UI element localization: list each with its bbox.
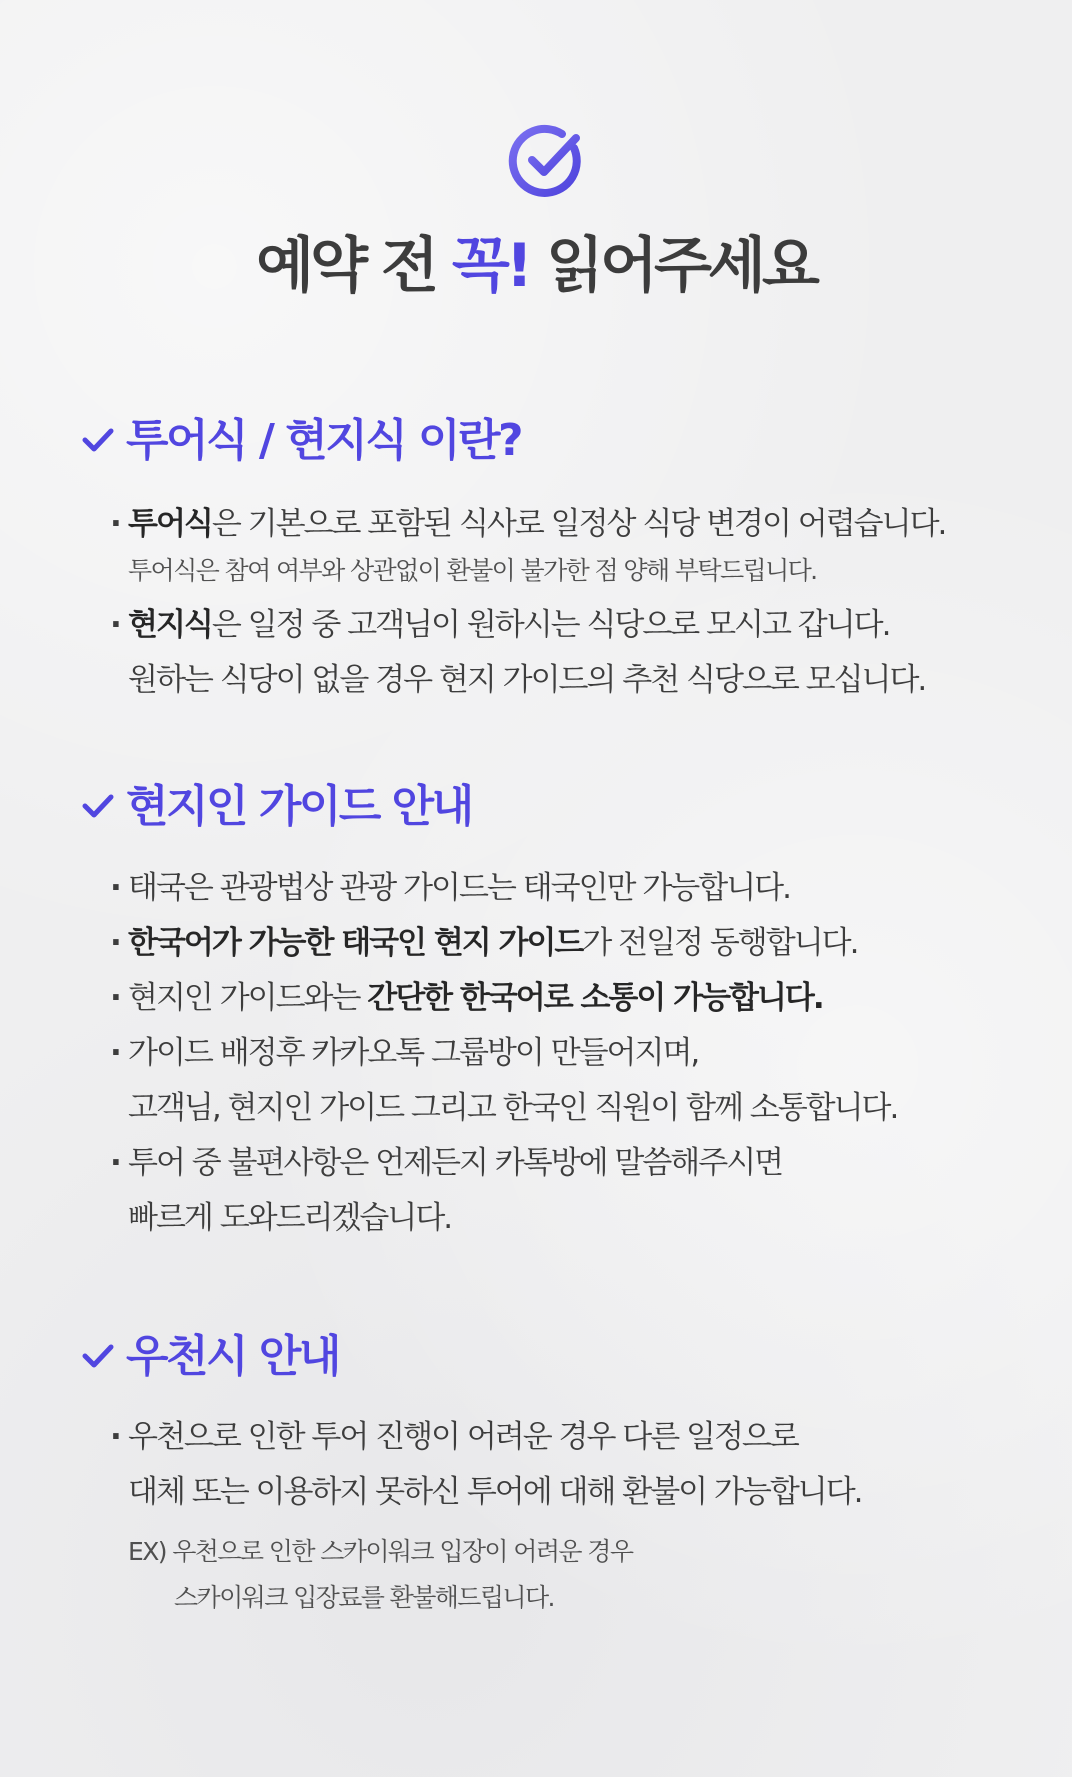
- section-title: 투어식 / 현지식 이란?: [126, 415, 522, 466]
- check-icon: [82, 793, 114, 819]
- bullet-icon: ·: [110, 607, 120, 643]
- list-item-continued: 원하는 식당이 없을 경우 현지 가이드의 추천 식당으로 모십니다.: [128, 662, 926, 698]
- list-note: 투어식은 참여 여부와 상관없이 환불이 불가한 점 양해 부탁드립니다.: [128, 556, 817, 585]
- list-item-continued: 고객님, 현지인 가이드 그리고 한국인 직원이 함께 소통합니다.: [128, 1090, 898, 1126]
- check-icon: [82, 1343, 114, 1369]
- list-item: [110, 976, 823, 1020]
- title-part-2: 읽어주세요: [529, 231, 816, 301]
- item-bold: 간단한 한국어로 소통이 가능합니다.: [367, 980, 823, 1016]
- page-title: [0, 226, 1072, 306]
- item-text: 가 전일정 동행합니다.: [582, 925, 858, 961]
- list-item: [110, 603, 890, 647]
- section-title: 우천시 안내: [126, 1331, 339, 1382]
- check-icon: [82, 427, 114, 453]
- bullet-icon: ·: [110, 1419, 120, 1455]
- list-item: [110, 1031, 699, 1075]
- list-item: [110, 1141, 783, 1185]
- item-bold: 한국어가 가능한 태국인 현지 가이드: [128, 925, 583, 961]
- bullet-icon: ·: [110, 870, 120, 906]
- title-part-1: 예약 전: [256, 231, 452, 301]
- list-item: [110, 921, 858, 965]
- bullet-icon: ·: [110, 925, 120, 961]
- list-item: [110, 502, 946, 546]
- list-item: [110, 1415, 798, 1459]
- item-text: 현지인 가이드와는: [128, 980, 368, 1016]
- bullet-icon: ·: [110, 1145, 120, 1181]
- item-text: 우천으로 인한 투어 진행이 어려운 경우 다른 일정으로: [128, 1419, 798, 1455]
- bullet-icon: ·: [110, 506, 120, 542]
- item-text: 가이드 배정후 카카오톡 그룹방이 만들어지며,: [128, 1035, 699, 1071]
- item-bold: 현지식: [128, 607, 212, 643]
- list-note-continued: 스카이워크 입장료를 환불해드립니다.: [174, 1583, 554, 1612]
- bullet-icon: ·: [110, 1035, 120, 1071]
- item-text: 은 일정 중 고객님이 원하시는 식당으로 모시고 갑니다.: [211, 607, 890, 643]
- title-accent: 꼭!: [451, 231, 530, 301]
- item-bold: 투어식: [128, 506, 212, 542]
- item-text: 투어 중 불편사항은 언제든지 카톡방에 말씀해주시면: [128, 1145, 783, 1181]
- item-text: 태국은 관광법상 관광 가이드는 태국인만 가능합니다.: [128, 870, 790, 906]
- list-item: [110, 866, 790, 910]
- section-title: 현지인 가이드 안내: [126, 781, 472, 832]
- list-item-continued: 빠르게 도와드리겠습니다.: [128, 1200, 452, 1236]
- list-item-continued: 대체 또는 이용하지 못하신 투어에 대해 환불이 가능합니다.: [128, 1474, 862, 1510]
- list-note: EX) 우천으로 인한 스카이워크 입장이 어려운 경우: [128, 1537, 633, 1566]
- check-circle-icon: [508, 122, 586, 200]
- item-text: 은 기본으로 포함된 식사로 일정상 식당 변경이 어렵습니다.: [211, 506, 946, 542]
- bullet-icon: ·: [110, 980, 120, 1016]
